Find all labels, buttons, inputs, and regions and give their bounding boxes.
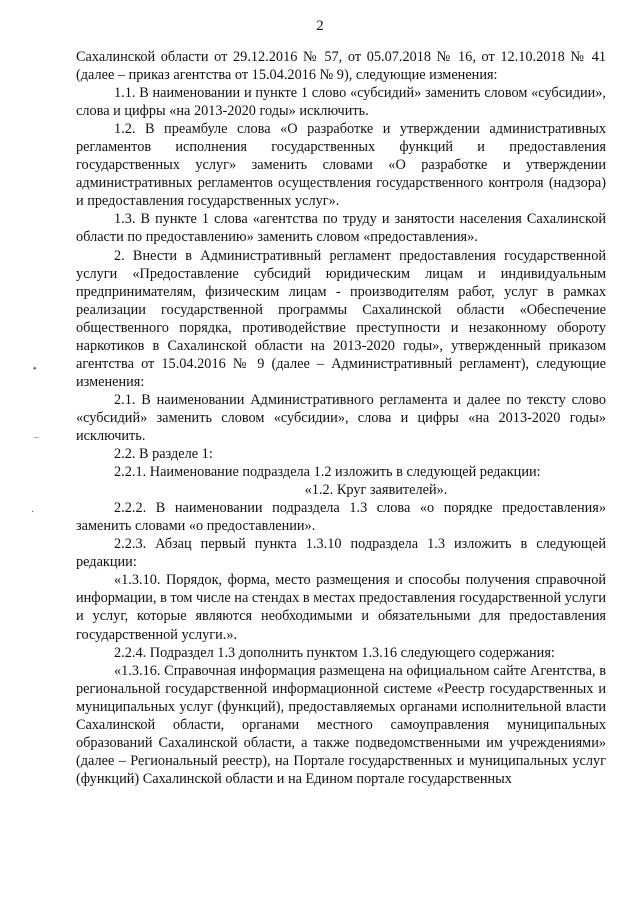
paragraph-1-3: 1.3. В пункте 1 слова «агентства по труду и занятости населения Сахалинской области по предоставлению» заменить словом «предоставления». [76,211,606,246]
paragraph-1-1: 1.1. В наименовании и пункте 1 слово «субсидий» заменить словом «субсидии», слова и цифры «на 2013-2020 годы» исключить. [76,85,606,120]
paragraph-1-3-10-quote: «1.3.10. Порядок, форма, место размещения и способы получения справочной информации, в том числе на стендах в местах предоставления государственной услуги и услуг, которые являются необходимыми и обязательными для предоставления государственной услуги.». [76,572,606,643]
scan-speck-mark: • [33,364,37,375]
paragraph-2-2-2: 2.2.2. В наименовании подраздела 1.3 слова «о порядке предоставления» заменить словами «о предоставлении». [76,500,606,535]
paragraph-2-1: 2.1. В наименовании Административного регламента и далее по тексту слово «субсидий» заменить словом «субсидии», слова и цифры «на 2013-2020 годы» исключить. [76,391,606,444]
paragraph-2-2-4: 2.2.4. Подраздел 1.3 дополнить пунктом 1.3.16 следующего содержания: [114,644,555,661]
paragraph-1-3-16-quote: «1.3.16. Справочная информация размещена на официальном сайте Агентства, в региональной государственной информационной системе «Реестр государственных и муниципальных услуг (функций), предоставляемых органами исполнительной власти Сахалинской области, органами местного самоуправления муниципальных образований Сахалинской области, а также подведомственными им учреждениями» (далее – Региональный реестр), на Портале государственных и муниципальных услуг (функций) Сахалинской области и на Едином портале государственных [76,662,606,787]
paragraph-1-2: 1.2. В преамбуле слова «О разработке и утверждении административных регламентов исполнения государственных функций и предоставления государственных услуг» заменить словами «О разработке и утверждении административных регламентов осуществления государственного контроля (надзора) и предоставления государственных услуг». [76,121,606,210]
paragraph-2-2-1: 2.2.1. Наименование подраздела 1.2 изложить в следующей редакции: [114,464,541,481]
paragraph-2: 2. Внести в Административный регламент предоставления государственной услуги «Предоставление субсидий юридическим лицам и индивидуальным предпринимателям, физическим лицам - производителям работ, услуг в рамках реализации государственной программы Сахалинской области «Обеспечение общественного порядка, противодействие преступности и незаконному обороту наркотиков в Сахалинской области на 2013-2020 годы», утвержденный приказом агентства от 15.04.2016 № 9 (далее – Административный регламент), следующие изменения: [76,247,606,390]
scan-speck-mark: · [31,507,35,518]
paragraph-2-2-3: 2.2.3. Абзац первый пункта 1.3.10 подраздела 1.3 изложить в следующей редакции: [76,536,606,571]
subsection-title-quote: «1.2. Круг заявителей». [304,482,448,499]
document-body [76,48,606,788]
page-number: 2 [316,18,324,34]
paragraph-order-continuation: Сахалинской области от 29.12.2016 № 57, от 05.07.2018 № 16, от 12.10.2018 № 41 (далее – приказ агентства от 15.04.2016 № 9), следующие изменения: [76,49,606,84]
scan-speck-mark: – [34,432,39,443]
paragraph-2-2: 2.2. В разделе 1: [114,446,213,463]
